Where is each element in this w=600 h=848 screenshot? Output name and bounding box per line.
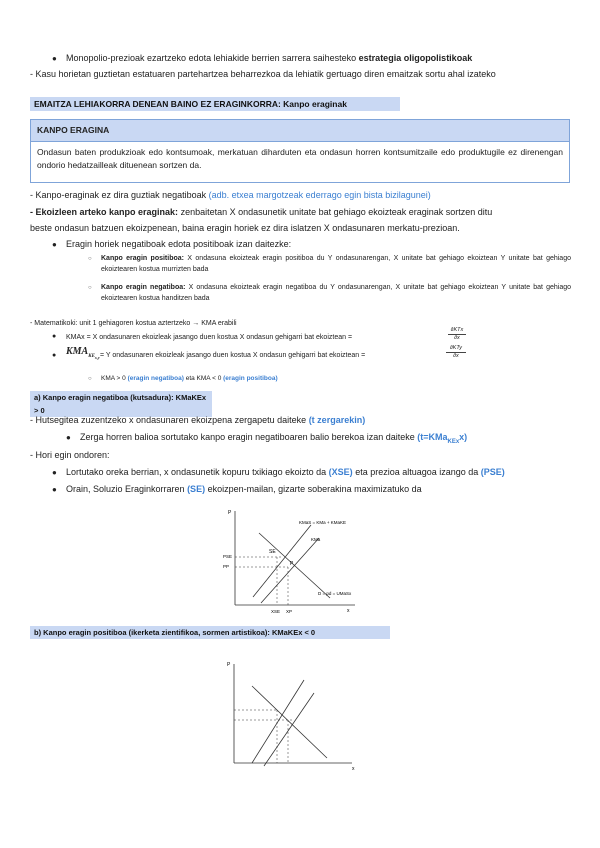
kmax-line: KMAx = X ondasunaren ekoizleak jasango duen kostua X ondasun gehigarri bat ekoiztean = [66, 334, 353, 341]
kmaxy-fraction [446, 345, 466, 360]
positive-definition-text: X ondasuna ekoizteak eragin positiboa du Y ondasunarengan, X unitate bat gehiago ekoiztean Y unitate bat gehiago ekoiztearen kostua murrizten bada [101, 255, 571, 273]
definition-box-title: KANPO ERAGINA [31, 120, 569, 142]
kmaxy-label [66, 346, 100, 364]
result-2 [66, 483, 422, 496]
positive-externality-graph [222, 658, 362, 773]
not-all-negative-example: (adb. etxea margotzeak ederrago egin bista bizilagunei) [208, 190, 431, 200]
kma-signs-b: eta KMA < 0 [183, 375, 224, 382]
producer-externality-term: - Ekoizleen arteko kanpo eraginak: [30, 207, 179, 217]
kma-signs [101, 374, 278, 384]
graph1-private-cost-label: KMa [311, 537, 321, 542]
hence-line: - Hori egin ondoren: [30, 450, 110, 460]
tax-line-text: - Hutsegitea zuzentzeko x ondasunaren ekoizpena zergapetu daiteke [30, 415, 309, 425]
bullet-dot: ● [52, 468, 57, 477]
graph1-se-label: SE [269, 549, 276, 555]
kmaxy-sub: KE [88, 354, 95, 359]
monopoly-bold: estrategia oligopolistikoak [358, 53, 473, 63]
bullet-dot: ● [52, 352, 57, 359]
monopoly-text: Monopolio-prezioak ezartzeko edota lehiakide berrien sarrera saihesteko [66, 53, 359, 63]
result-1-text: Lortutako oreka berrian, x ondasunetik kopuru txikiago ekoizto da [66, 467, 329, 477]
effects-intro: Eragin horiek negatiboak edota positiboak izan daitezke: [66, 239, 292, 249]
kmaxy-main: KMA [66, 346, 89, 357]
result-1-pse: (PSE) [480, 467, 505, 477]
tax-value-formula-sub: KEx [447, 438, 460, 445]
tax-value-line [80, 431, 467, 449]
graph1-pp-label: PP [223, 564, 230, 569]
graph2-private-cost-line [252, 680, 304, 763]
hollow-bullet: ○ [88, 256, 92, 262]
graph1-x-label: x [347, 608, 350, 614]
tax-value-formula-main: (t=KMa [417, 432, 448, 442]
tax-value-formula [417, 432, 468, 445]
producer-externality-line [30, 206, 492, 219]
graph1-y-label: P [228, 510, 232, 516]
negative-definition-text: X ondasuna ekoizteak eragin negatiboa du Y ondasunarengan, X unitate bat gehiago ekoiztean Y unitate bat gehiago ekoiztearen kostua handitzen bada [101, 284, 572, 302]
kmaxy-fraction-den: ∂x [453, 353, 459, 359]
definition-box [30, 119, 570, 183]
negative-externality-graph [215, 505, 365, 620]
graph1-p-label: P [290, 561, 294, 567]
tax-line-blue: (t zergarekin) [308, 415, 366, 425]
kma-signs-a-blue: (eragin negatiboa) [127, 375, 184, 382]
graph2-x-label: x [352, 766, 355, 772]
kmaxy-subsub: x,y [94, 355, 100, 360]
definition-box-body: Ondasun baten produkzioak edo kontsumoak, merkatuan diharduten eta ondasun horren kontsumitzaile edo produktugile ez direnengan ondorio hedatzailleak dituenean sortzen da. [37, 147, 563, 170]
tax-value-text: Zerga horren balioa sortutako kanpo eragin negatiboaren balio berekoa izan daiteke [80, 432, 418, 442]
producer-externality-text: zenbaitetan X ondasunetik unitate bat gehiago ekoizteak eraginak sortzen ditu [178, 207, 493, 217]
positive-definition-term: Kanpo eragin positiboa: [101, 255, 184, 262]
graph1-private-cost-line [261, 538, 319, 603]
hollow-bullet: ○ [88, 376, 92, 382]
positive-definition [101, 253, 571, 275]
negative-definition-term: Kanpo eragin negatiboa: [101, 284, 186, 291]
kmaxy-line: = Y ondasunaren ekoizleak jasango duen kostua X ondasun gehigarri bat ekoiztean = [100, 352, 366, 359]
result-2-rest: ekoizpen-mailan, gizarte soberakina maximizatuko da [205, 484, 422, 494]
result-2-se: (SE) [187, 484, 206, 494]
hollow-bullet: ○ [88, 285, 92, 291]
graph1-pse-label: PSE [223, 554, 233, 559]
not-all-negative-line [30, 189, 431, 202]
tax-line [30, 414, 365, 427]
bullet-dot: ● [52, 333, 57, 340]
graph2-y-label: P [227, 662, 231, 668]
producer-externality-line2: beste ondasun batzuen ekoizpenean, baina eragin horiek ez dira islatzen X ondasunaren merkatu-prezioan. [30, 223, 460, 233]
graph1-demand-line [259, 533, 330, 598]
section-header-negative: a) Kanpo eragin negatiboa (kutsadura): KMaKEx > 0 [30, 391, 212, 417]
not-all-negative-text: - Kanpo-eraginak ez dira guztiak negatiboak [30, 190, 209, 200]
bullet-dot: ● [52, 485, 57, 494]
kmax-fraction-num: ∂KTx [448, 327, 466, 335]
bullet-dot: ● [52, 240, 57, 249]
bullet-dot: ● [52, 54, 57, 63]
graph1-demand-label: D = pd = UMaSx [318, 591, 352, 596]
result-1-mid: eta prezioa altuagoa izango da [352, 467, 481, 477]
kma-signs-a: KMA > 0 [101, 375, 128, 382]
kmax-fraction-den: ∂x [454, 335, 460, 341]
kma-signs-b-blue: (eragin positiboa) [223, 375, 278, 382]
monopoly-line [66, 52, 472, 65]
graph1-social-cost-label: KMaS = KMa + KMaKE [299, 520, 347, 525]
section-header-externalities: EMAITZA LEHIAKORRA DENEAN BAINO EZ ERAGINKORRA: Kanpo eraginak [30, 97, 400, 111]
tax-value-formula-end: x) [459, 432, 468, 442]
kmaxy-fraction-num: ∂KTy [446, 345, 466, 353]
result-1-xse: (XSE) [328, 467, 353, 477]
state-line: - Kasu horietan guztietan estatuaren partehartzea beharrezkoa da lehiatik gertuago diren emaitzak sortu ahal izateko [30, 69, 496, 79]
bullet-dot: ● [66, 433, 71, 442]
math-intro: - Matematikoki: unit 1 gehiagoren kostua aztertzeko → KMA erabili [30, 320, 237, 327]
result-1 [66, 466, 505, 479]
result-2-text: Orain, Soluzio Eraginkorraren [66, 484, 188, 494]
graph1-xse-label: XSE [271, 609, 281, 614]
section-header-positive: b) Kanpo eragin positiboa (ikerketa zientifikoa, sormen artistikoa): KMaKEx < 0 [30, 626, 390, 639]
kmax-fraction [448, 327, 466, 342]
negative-definition [101, 282, 571, 304]
graph2-demand-line [252, 686, 327, 758]
graph1-xp-label: XP [286, 609, 293, 614]
